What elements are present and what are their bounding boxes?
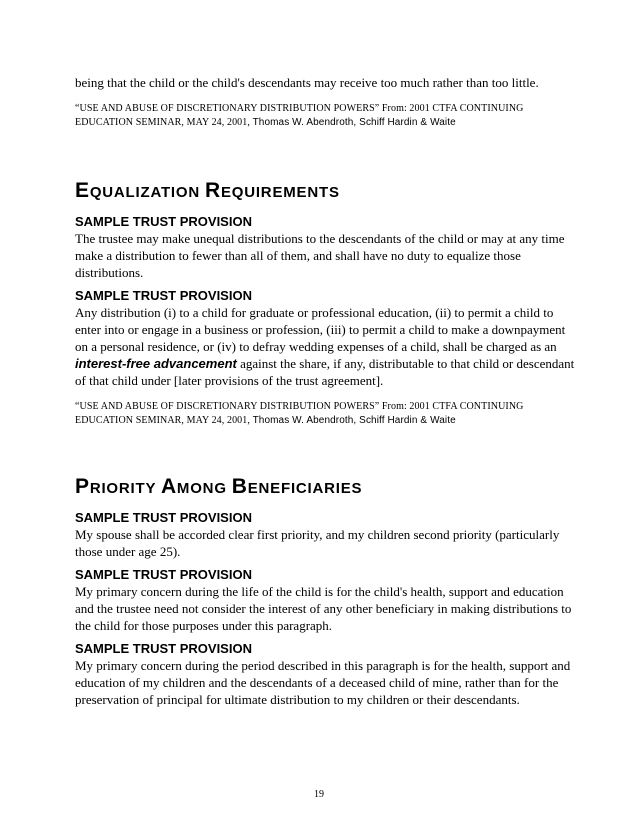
provision-text: My primary concern during the life of the child is for the child's health, support and education and the trustee need not consider the interest of any other beneficiary in making distributions to the child for those purposes under this paragraph. (75, 584, 572, 633)
emphasis-text: interest-free advancement (75, 356, 237, 371)
citation (75, 102, 575, 130)
provision-block (75, 287, 575, 389)
provision-text: Any distribution (i) to a child for graduate or professional education, (ii) to permit a child to enter into or engage in a business or profession, (iii) to permit a child to make a downpayment on a personal residence, or (iv) to defray wedding expenses of a child, shall be charged as an interest-free advancement against the share, if any, distributable to that child or descendant of that child under [later provisions of the trust agreement]. (75, 305, 575, 388)
citation (75, 400, 575, 428)
provision-text: The trustee may make unequal distributions to the descendants of the child or may at any time make a distribution to fewer than all of them, and shall have no duty to equalize those distributions. (75, 231, 565, 280)
section-heading-equalization: EQUALIZATION REQUIREMENTS (75, 179, 340, 202)
citation-author: Thomas W. Abendroth, Schiff Hardin & Waite (252, 415, 456, 426)
citation-source: “USE AND ABUSE OF DISCRETIONARY DISTRIBUTION POWERS” From: 2001 CTFA CONTINUING EDUCATION SEMINAR, MAY 24, 2001, (75, 103, 524, 128)
provision-label: SAMPLE TRUST PROVISION (75, 641, 252, 656)
provision-text: My primary concern during the period described in this paragraph is for the health, support and education of my children and the descendants of a deceased child of mine, rather than for the preservation of principal for ultimate distribution to my children or their descendants. (75, 658, 571, 707)
provision-label: SAMPLE TRUST PROVISION (75, 288, 252, 303)
provision-label: SAMPLE TRUST PROVISION (75, 567, 252, 582)
section-heading-priority: PRIORITY AMONG BENEFICIARIES (75, 475, 363, 498)
provision-label: SAMPLE TRUST PROVISION (75, 510, 252, 525)
citation-source: “USE AND ABUSE OF DISCRETIONARY DISTRIBUTION POWERS” From: 2001 CTFA CONTINUING EDUCATION SEMINAR, MAY 24, 2001, (75, 401, 524, 426)
provision-block (75, 509, 575, 560)
provision-block (75, 566, 575, 634)
provision-label: SAMPLE TRUST PROVISION (75, 214, 252, 229)
intro-paragraph: being that the child or the child's descendants may receive too much rather than too little. (75, 75, 539, 90)
provision-block (75, 213, 575, 281)
citation-author: Thomas W. Abendroth, Schiff Hardin & Waite (252, 117, 456, 128)
provision-block (75, 640, 575, 708)
page-content (75, 74, 575, 708)
provision-text: My spouse shall be accorded clear first priority, and my children second priority (particularly those under age 25). (75, 527, 560, 559)
page-number: 19 (314, 789, 324, 800)
